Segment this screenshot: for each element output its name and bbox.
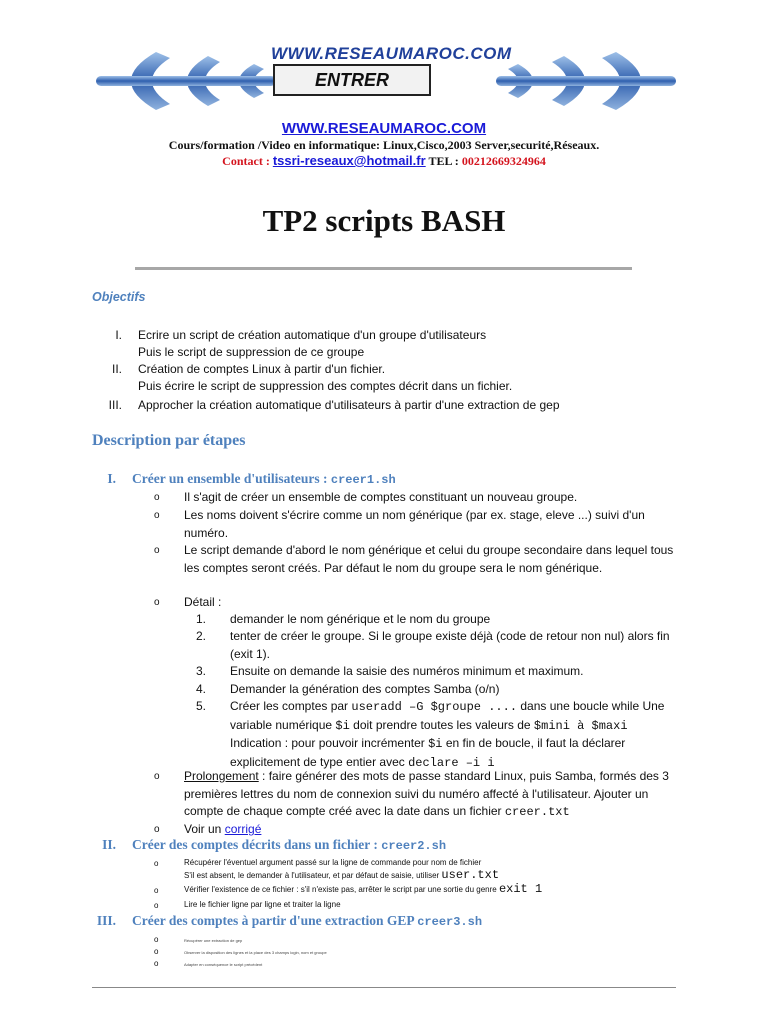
script-name: creer3.sh [417, 915, 483, 929]
bullet-icon: o [154, 824, 160, 835]
prolongement-text: : faire générer des mots de passe standard Linux, puis Samba, formés des 3 premières lettres du nom de connexion suivi du numéro affecté à l'utilisateur. Ajouter un compte de chaque compte créé avec la date dans un fichier [184, 769, 669, 818]
list-item-text-part: Vérifier l'existence de ce fichier : s'il n'existe pas, arrêter le script par une sortie du genre [184, 885, 499, 894]
step-number: 3. [195, 664, 206, 678]
bullet-icon: o [154, 545, 160, 556]
list-item-text [184, 856, 654, 882]
contact-email-link[interactable]: tssri-reseaux@hotmail.fr [272, 153, 426, 168]
section-number: I. [107, 471, 116, 486]
list-item-text: Observer la disposition des lignes et la place des 3 champs login, nom et groupe [184, 950, 327, 955]
code-snippet: $i [428, 737, 443, 751]
voir-text: Voir un [184, 822, 225, 836]
list-item-text [184, 883, 654, 896]
section-title [132, 913, 482, 929]
list-item-text: Récupérer une extraction de gep [184, 938, 243, 943]
objectif-text: Ecrire un script de création automatique d'un groupe d'utilisateurs [138, 328, 487, 342]
section-number: II. [102, 837, 116, 852]
objectif-text: Création de comptes Linux à partir d'un fichier. [138, 362, 386, 376]
code-snippet: creer.txt [504, 805, 570, 819]
bullet-icon: o [154, 771, 160, 782]
objectif-text: Puis le script de suppression de ce groupe [138, 345, 365, 359]
step-number: 1. [195, 612, 206, 626]
step-number: 5. [195, 699, 206, 713]
step-text [230, 698, 680, 772]
step-text: tenter de créer le groupe. Si le groupe existe déjà (code de retour non nul) alors fin (exit 1). [230, 629, 670, 661]
section-title-text: Créer des comptes à partir d'une extraction GEP [132, 913, 418, 928]
code-snippet: exit 1 [498, 882, 543, 896]
objectif-number: II. [111, 362, 122, 376]
banner-url: WWW.RESEAUMAROC.COM [271, 44, 512, 63]
step-text: demander le nom générique et le nom du groupe [230, 612, 491, 626]
bullet-icon: o [154, 886, 159, 895]
step-text-part: doit prendre toutes les valeurs de [349, 717, 534, 732]
step-text-part: dans une boucle while Une variable numérique [230, 699, 665, 732]
step-text: Ensuite on demande la saisie des numéros minimum et maximum. [230, 664, 584, 678]
list-item-text-part: Récupérer l'éventuel argument passé sur la ligne de commande pour nom de fichier [184, 858, 482, 867]
script-name: creer1.sh [330, 473, 396, 487]
bullet-icon: o [154, 959, 159, 968]
bullet-icon: o [154, 510, 160, 521]
section-title [132, 837, 446, 853]
code-snippet: $mini à $maxi [533, 718, 628, 733]
site-link[interactable]: WWW.RESEAUMAROC.COM [281, 120, 487, 137]
code-snippet: useradd –G $groupe .... [351, 700, 518, 714]
bullet-icon: o [154, 597, 160, 608]
bullet-icon: o [154, 935, 159, 944]
tel-label: TEL : [425, 154, 462, 168]
code-snippet: user.txt [441, 868, 500, 882]
section-title [132, 471, 396, 487]
title-divider [135, 267, 632, 270]
objectif-number: I. [115, 328, 122, 342]
enter-button[interactable]: ENTRER [273, 64, 431, 96]
code-snippet: $i [335, 718, 350, 733]
page-title: TP2 scripts BASH [262, 203, 506, 238]
tel-number: 00212669324964 [461, 154, 546, 168]
corrige-link[interactable]: corrigé [224, 822, 262, 836]
objectif-text: Puis écrire le script de suppression des comptes décrit dans un fichier. [138, 379, 513, 393]
site-banner[interactable] [96, 44, 676, 118]
objectifs-heading: Objectifs [92, 290, 146, 304]
step-text-part: Créer les comptes par [230, 699, 352, 713]
bullet-icon: o [154, 901, 159, 910]
step-number: 2. [195, 629, 206, 643]
list-item-text-part: S'il est absent, le demander à l'utilisateur, et par défaut de saisie, utiliser [184, 871, 442, 880]
bullet-icon: o [154, 492, 160, 503]
section-title-text: Créer un ensemble d'utilisateurs : [132, 471, 331, 486]
list-item-text: Adapter en conséquence le script précédent [184, 962, 263, 967]
bullet-icon: o [154, 859, 159, 868]
list-item-text: Le script demande d'abord le nom générique et celui du groupe secondaire dans lequel tous les comptes seront créés. Par défaut le nom du groupe sera le nom générique. [184, 543, 674, 575]
list-item-text: Détail : [184, 595, 222, 609]
bullet-icon: o [154, 947, 159, 956]
code-snippet: declare –i i [408, 755, 495, 770]
list-item-text: Les noms doivent s'écrire comme un nom générique (par ex. stage, eleve ...) suivi d'un numéro. [184, 508, 645, 540]
step-number: 4. [195, 682, 206, 696]
step-text: Demander la génération des comptes Samba (o/n) [230, 682, 500, 696]
footer-divider [92, 987, 676, 988]
prolongement-label: Prolongement [184, 769, 259, 783]
step-text-part: en fin de boucle, il faut la déclarer explicitement de type entier avec [230, 736, 626, 769]
contact-line [0, 153, 768, 169]
objectif-text: Approcher la création automatique d'utilisateurs à partir d'une extraction de gep [138, 398, 560, 412]
contact-label: Contact : [222, 154, 273, 168]
list-item-text [184, 821, 676, 839]
objectif-number: III. [108, 398, 122, 412]
section-title-text: Créer des comptes décrits dans un fichier : [132, 837, 382, 852]
section-number: III. [96, 913, 116, 928]
script-name: creer2.sh [381, 839, 447, 853]
courses-line: Cours/formation /Video en informatique: Linux,Cisco,2003 Server,securité,Réseaux. [168, 138, 600, 152]
list-item-text: Il s'agit de créer un ensemble de comptes constituant un nouveau groupe. [184, 490, 578, 504]
step-text-part: Indication : pour pouvoir incrémenter [230, 736, 429, 750]
list-item-text [184, 768, 676, 822]
list-item-text: Lire le fichier ligne par ligne et traiter la ligne [184, 900, 341, 909]
description-heading: Description par étapes [92, 432, 246, 449]
